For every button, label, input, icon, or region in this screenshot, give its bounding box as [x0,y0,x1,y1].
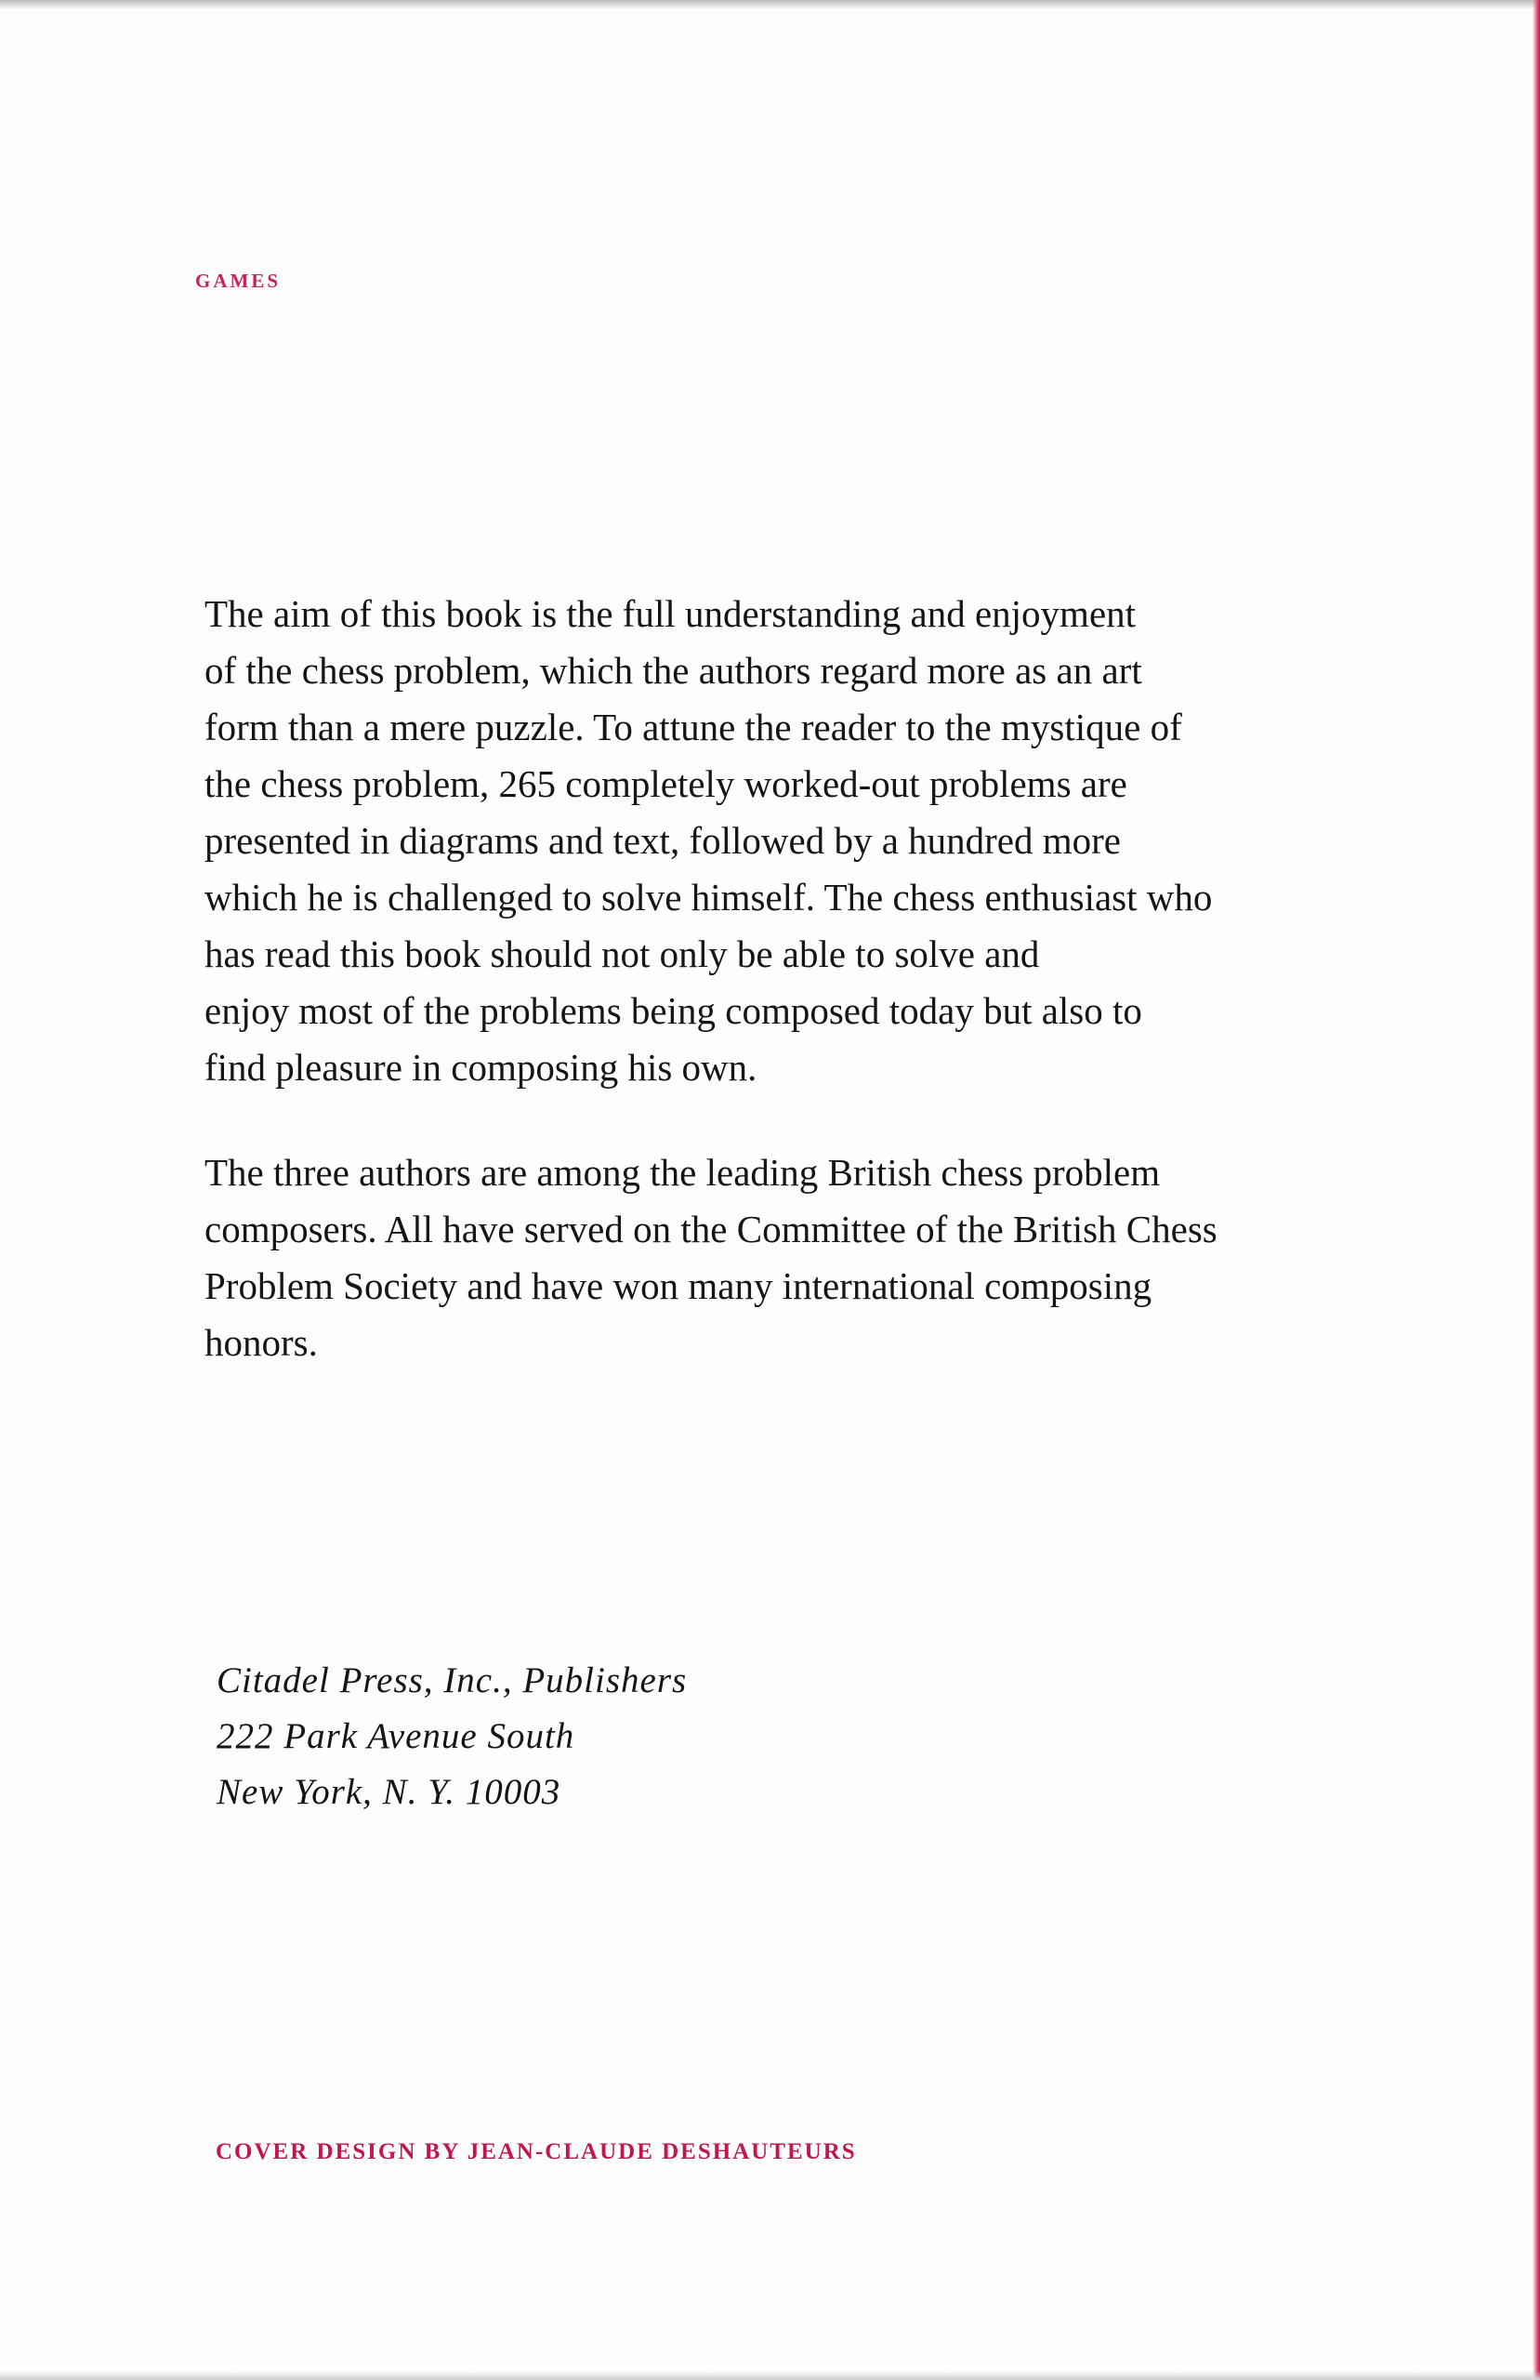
publisher-street: 222 Park Avenue South [217,1716,575,1756]
text-line: composers. All have served on the Committee of the British Chess [204,1208,1218,1250]
description-paragraph [204,586,1496,1096]
text-line: of the chess problem, which the authors regard more as an art [204,649,1142,692]
text-line: honors. [204,1321,318,1364]
publisher-name: Citadel Press, Inc., Publishers [217,1660,688,1700]
text-line: the chess problem, 265 completely worked-out problems are [204,762,1127,805]
page-right-edge [1533,0,1540,2380]
cover-design-credit: COVER DESIGN BY JEAN-CLAUDE DESHAUTEURS [216,2139,857,2164]
publisher-address [217,1653,687,1820]
text-line: The three authors are among the leading British chess problem [204,1151,1161,1194]
text-line: presented in diagrams and text, followed by a hundred more [204,819,1121,862]
text-line: enjoy most of the problems being composed today but also to [204,989,1142,1032]
page-bottom-edge [0,2371,1540,2380]
text-line: Problem Society and have won many international composing [204,1264,1152,1307]
category-label: GAMES [195,270,282,292]
authors-paragraph [204,1144,1496,1371]
text-line: The aim of this book is the full understanding and enjoyment [204,592,1137,635]
book-description [204,586,1496,1371]
text-line: find pleasure in composing his own. [204,1046,757,1089]
text-line: form than a mere puzzle. To attune the reader to the mystique of [204,706,1182,748]
text-line: which he is challenged to solve himself. The chess enthusiast who [204,876,1213,919]
publisher-city: New York, N. Y. 10003 [217,1772,561,1812]
text-line: has read this book should not only be able to solve and [204,932,1040,975]
page-top-edge [0,0,1540,9]
